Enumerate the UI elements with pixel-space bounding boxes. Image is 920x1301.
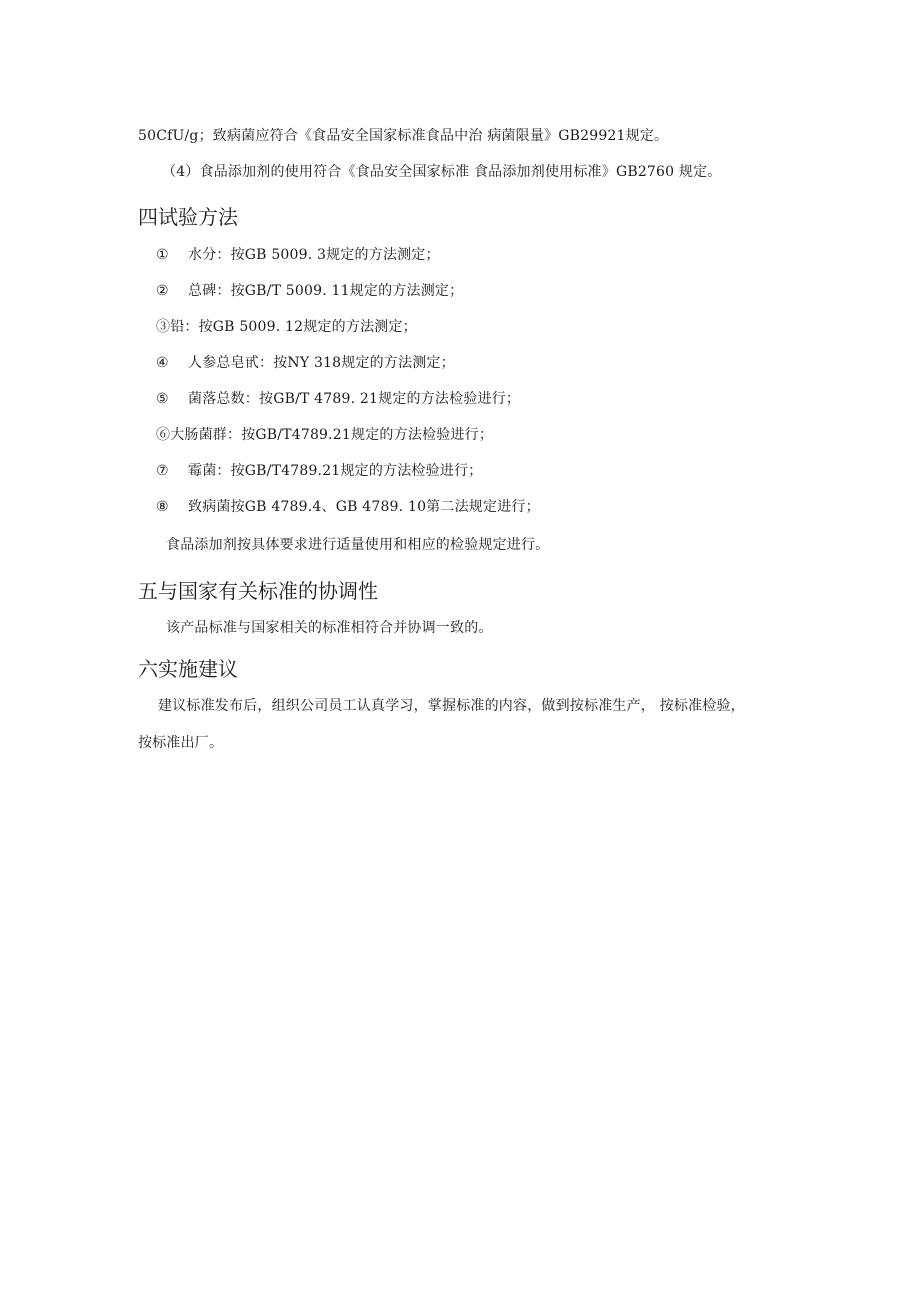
item-text: 水分：按GB 5009. 3规定的方法测定； [188,247,440,263]
list-item [156,281,463,301]
item-marker: ③ [156,319,171,335]
section-heading-test-methods: 四试验方法 [138,205,238,229]
list-item [156,353,455,373]
item-text: 铅：按GB 5009. 12规定的方法测定； [170,319,417,335]
additive-note: 食品添加剂按具体要求进行适量使用和相应的检验规定进行。 [166,537,550,553]
section-heading-implementation: 六实施建议 [138,657,238,681]
additive-requirement-line: （4）食品添加剂的使用符合《食品安全国家标准 食品添加剂使用标准》GB2760 规定。 [162,164,722,180]
implementation-text-line1: 建议标准发布后，组织公司员工认真学习，掌握标准的内容，做到按标准生产， 按标准检验， [158,698,745,714]
list-item [156,497,540,517]
item-text: 霉菌：按GB/T4789.21规定的方法检验进行； [188,463,483,479]
list-item [156,245,440,265]
item-text: 致病菌按GB 4789.4、GB 4789. 10第二法规定进行； [188,499,540,515]
item-marker: ⑦ [156,463,169,479]
item-text: 菌落总数：按GB/T 4789. 21规定的方法检验进行； [188,391,521,407]
microbial-limit-line: 50CfU/g；致病菌应符合《食品安全国家标准食品中治 病菌限量》GB29921规定。 [138,128,669,144]
list-item [156,461,482,481]
item-marker: ① [156,247,169,263]
item-text: 总碑：按GB/T 5009. 11规定的方法测定； [188,283,464,299]
item-marker: ② [156,283,169,299]
implementation-text-line2: 按标准出厂。 [138,735,224,751]
coordination-text: 该产品标准与国家相关的标准相符合并协调一致的。 [166,620,493,636]
item-marker: ⑤ [156,391,169,407]
list-item [156,389,520,409]
item-marker: ⑥ [156,427,171,443]
list-item [156,317,417,337]
item-marker: ⑧ [156,499,169,515]
item-text: 大肠菌群：按GB/T4789.21规定的方法检验进行； [170,427,494,443]
item-marker: ④ [156,355,169,371]
list-item [156,425,493,445]
item-text: 人参总皂甙：按NY 318规定的方法测定； [188,355,455,371]
section-heading-coordination: 五与国家有关标准的协调性 [138,579,378,603]
